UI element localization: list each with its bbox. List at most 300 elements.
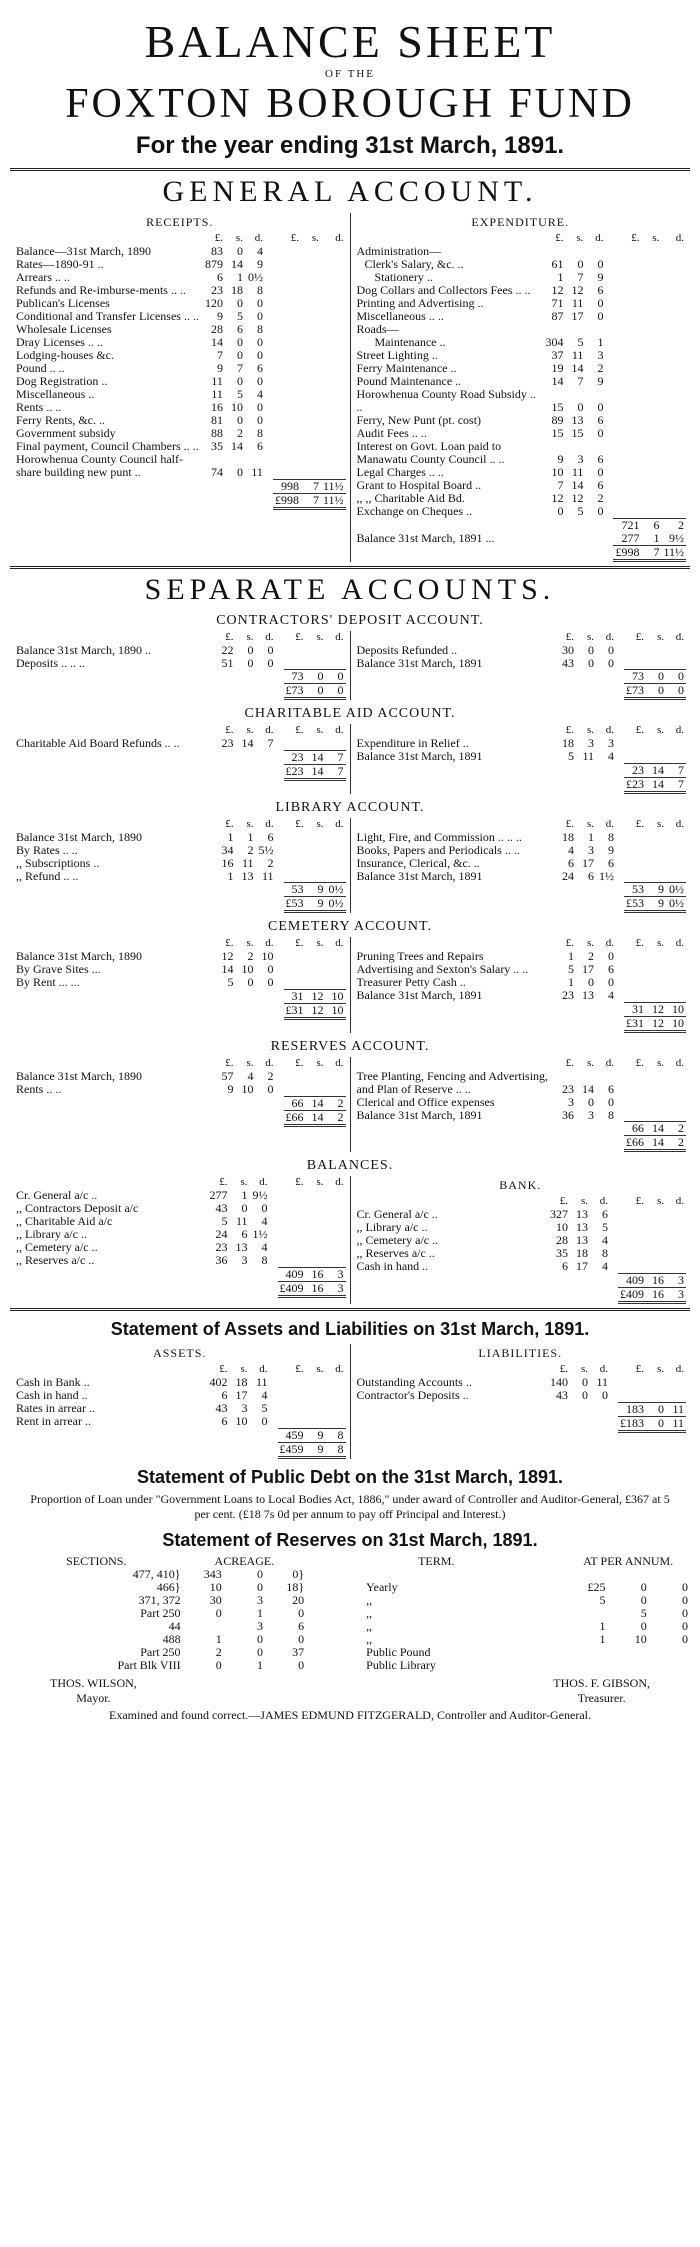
item-amount bbox=[596, 670, 616, 684]
item-amount bbox=[596, 897, 616, 912]
total-amount bbox=[278, 1228, 306, 1241]
lsd-label: d. bbox=[335, 1176, 344, 1189]
total-amount bbox=[278, 1215, 306, 1228]
lsd-label: s. bbox=[311, 232, 319, 245]
reserves-table bbox=[10, 1555, 690, 1672]
total-amount: 7 bbox=[326, 751, 346, 765]
total-amount bbox=[641, 375, 661, 388]
total-amount: 2 bbox=[666, 1122, 686, 1136]
item-amount: 9 bbox=[597, 270, 604, 285]
total-amount bbox=[666, 976, 686, 989]
total-amount: 16 bbox=[646, 1288, 666, 1303]
item-amount: 2 bbox=[597, 491, 604, 506]
line-item bbox=[355, 831, 687, 844]
column-gap bbox=[616, 1002, 624, 1016]
total-amount bbox=[641, 323, 661, 336]
item-description: Cash in Bank .. bbox=[16, 1375, 90, 1390]
account-credit-column bbox=[351, 818, 691, 914]
total-amount bbox=[661, 492, 686, 505]
item-description: Deposits .. .. .. bbox=[16, 655, 85, 670]
item-amount: 4 bbox=[261, 1388, 268, 1403]
item-amount bbox=[236, 684, 256, 699]
total-amount bbox=[661, 505, 686, 518]
column-gap bbox=[265, 310, 273, 323]
total-amount: 14 bbox=[306, 751, 326, 765]
item-amount: 13 bbox=[571, 413, 584, 428]
total-amount bbox=[618, 1208, 646, 1221]
item-amount bbox=[590, 1274, 610, 1288]
column-gap bbox=[616, 657, 624, 670]
column-gap bbox=[610, 1208, 618, 1221]
total-amount bbox=[613, 440, 641, 466]
column-gap bbox=[605, 375, 613, 388]
total-amount bbox=[624, 657, 646, 670]
gt-row bbox=[355, 1136, 687, 1151]
item-description bbox=[14, 990, 216, 1004]
total-amount bbox=[306, 1254, 326, 1267]
total-amount: £73 bbox=[626, 683, 644, 698]
item-description: Balance 31st March, 1890 bbox=[16, 949, 142, 964]
account-columns bbox=[10, 818, 690, 914]
lsd-label: d. bbox=[335, 937, 344, 950]
total-amount bbox=[284, 963, 306, 976]
column-gap bbox=[605, 310, 613, 323]
item-amount: 6 bbox=[241, 1227, 248, 1242]
total-amount bbox=[613, 245, 641, 258]
lsd-label: s. bbox=[316, 630, 324, 643]
column-gap bbox=[605, 479, 613, 492]
item-amount bbox=[576, 1016, 596, 1031]
total-amount bbox=[306, 870, 326, 883]
total-amount bbox=[306, 1376, 326, 1389]
gt-row bbox=[14, 684, 346, 699]
total-amount bbox=[646, 870, 666, 883]
column-gap bbox=[616, 750, 624, 763]
total-amount bbox=[613, 310, 641, 323]
total-amount bbox=[661, 284, 686, 297]
line-item bbox=[14, 976, 346, 989]
total-amount bbox=[273, 323, 301, 336]
account-right-heading: BANK. bbox=[499, 1178, 542, 1193]
account-title: RESERVES ACCOUNT. bbox=[270, 1038, 430, 1054]
total-amount: 66 bbox=[284, 1096, 306, 1110]
lsd-label: s. bbox=[246, 724, 254, 737]
reserve-row bbox=[10, 1581, 690, 1594]
item-description: Balance 31st March, 1891 bbox=[356, 655, 483, 670]
reserve-rent: 1 bbox=[599, 1631, 606, 1646]
line-item bbox=[355, 1260, 687, 1273]
total-amount: 0½ bbox=[326, 897, 346, 912]
total-amount bbox=[306, 950, 326, 963]
reserve-acreage bbox=[183, 1620, 224, 1633]
total-amount bbox=[666, 844, 686, 857]
item-amount: 11 bbox=[255, 1375, 268, 1390]
total-amount bbox=[301, 271, 321, 284]
item-amount bbox=[236, 883, 256, 897]
total-amount bbox=[641, 284, 661, 297]
item-description: Balance 31st March, 1890 bbox=[16, 1068, 142, 1083]
total-amount bbox=[321, 323, 346, 336]
item-amount: 0 bbox=[256, 348, 263, 363]
total-amount bbox=[661, 375, 686, 388]
item-amount: 8 bbox=[608, 1107, 614, 1122]
reserve-acreage: 0 bbox=[215, 1605, 222, 1620]
item-amount: 83 bbox=[210, 244, 223, 259]
spacer bbox=[14, 818, 216, 831]
item-description: Grant to Hospital Board .. bbox=[356, 478, 482, 493]
total-amount bbox=[284, 1070, 306, 1083]
column-gap bbox=[616, 857, 624, 870]
total-amount: 23 bbox=[284, 751, 306, 765]
column-gap bbox=[270, 1376, 278, 1389]
column-gap bbox=[616, 989, 624, 1002]
total-amount bbox=[284, 976, 306, 989]
item-amount bbox=[230, 1267, 250, 1281]
item-amount bbox=[236, 990, 256, 1004]
column-gap bbox=[270, 1442, 278, 1457]
lsd-label: £. bbox=[295, 1176, 304, 1189]
reserve-acreage: 343 bbox=[203, 1566, 222, 1581]
item-amount: 11 bbox=[596, 1375, 608, 1390]
item-amount: 14 bbox=[571, 361, 584, 376]
lsd-label: d. bbox=[335, 1056, 344, 1069]
item-amount: 16 bbox=[210, 400, 223, 415]
account-credit-table bbox=[355, 818, 687, 914]
receipts-heading: RECEIPTS. bbox=[146, 215, 214, 230]
total-amount: 7 bbox=[666, 777, 686, 792]
item-amount: 0 bbox=[256, 296, 263, 311]
column-gap bbox=[270, 1202, 278, 1215]
item-amount: 18 bbox=[562, 736, 574, 751]
reserve-rent: 0 bbox=[682, 1579, 688, 1594]
item-description bbox=[14, 1281, 208, 1296]
item-amount: 0 bbox=[588, 655, 594, 670]
reserve-rent bbox=[649, 1659, 690, 1672]
total-amount: 12 bbox=[646, 1002, 666, 1016]
reserve-section: 371, 372 bbox=[138, 1592, 181, 1607]
item-amount bbox=[576, 670, 596, 684]
total-amount bbox=[321, 297, 346, 310]
column-gap bbox=[270, 1363, 278, 1376]
total-amount: 10 bbox=[326, 1004, 346, 1019]
item-description: Exchange on Cheques .. bbox=[356, 504, 473, 519]
lsd-label: s. bbox=[656, 817, 664, 830]
column-gap bbox=[276, 1057, 284, 1070]
item-amount bbox=[576, 897, 596, 912]
reserve-rent: £25 bbox=[587, 1579, 606, 1594]
item-description bbox=[355, 684, 557, 699]
line-item bbox=[355, 844, 687, 857]
total-amount bbox=[301, 453, 321, 479]
column-gap bbox=[265, 427, 273, 440]
item-amount: 43 bbox=[556, 1388, 568, 1403]
item-amount bbox=[590, 1417, 610, 1432]
total-amount bbox=[661, 245, 686, 258]
item-amount: 89 bbox=[551, 413, 564, 428]
total-amount: 14 bbox=[306, 765, 326, 780]
total-amount bbox=[613, 492, 641, 505]
total-amount bbox=[646, 1208, 666, 1221]
item-amount: 277 bbox=[209, 1188, 228, 1203]
item-amount: 6 bbox=[221, 1388, 228, 1403]
item-amount: 18 bbox=[576, 1246, 588, 1261]
gt-row bbox=[14, 494, 346, 509]
reserve-rent: 0 bbox=[682, 1618, 688, 1633]
total-amount bbox=[661, 414, 686, 427]
tot-row bbox=[14, 990, 346, 1004]
total-amount bbox=[306, 1189, 326, 1202]
of-the: OF THE bbox=[325, 68, 375, 81]
line-item bbox=[355, 1070, 687, 1096]
tot-row bbox=[355, 763, 687, 777]
lsd-label: d. bbox=[675, 1056, 684, 1069]
total-amount: 3 bbox=[326, 1281, 346, 1296]
lsd-label: £. bbox=[565, 937, 574, 950]
item-amount: 13 bbox=[582, 988, 594, 1003]
item-amount: 140 bbox=[550, 1375, 568, 1390]
column-gap bbox=[276, 976, 284, 989]
column-gap bbox=[616, 777, 624, 792]
column-gap bbox=[605, 323, 613, 336]
item-amount: 1 bbox=[568, 975, 574, 990]
item-amount: 5 bbox=[221, 1214, 228, 1229]
total-amount bbox=[624, 1096, 646, 1109]
total-amount bbox=[646, 1260, 666, 1273]
item-description: Stationery .. bbox=[374, 270, 433, 285]
lsd-label: £. bbox=[295, 1056, 304, 1069]
item-amount: 23 bbox=[562, 988, 574, 1003]
item-amount: 1½ bbox=[599, 868, 614, 883]
item-amount: 11 bbox=[211, 374, 223, 389]
total-amount: 409 bbox=[278, 1267, 306, 1281]
item-amount: 6 bbox=[597, 452, 604, 467]
column-gap bbox=[276, 870, 284, 883]
total-amount: 11½ bbox=[322, 493, 344, 508]
item-description: Pound .. .. bbox=[16, 361, 65, 376]
total-amount: 10 bbox=[326, 990, 346, 1004]
total-amount: £23 bbox=[285, 764, 304, 779]
item-amount: 402 bbox=[209, 1375, 228, 1390]
lsd-label: s. bbox=[240, 1176, 248, 1189]
total-amount: £183 bbox=[620, 1416, 644, 1431]
item-amount: 14 bbox=[571, 478, 584, 493]
item-description: Miscellaneous .. .. bbox=[356, 309, 444, 324]
total-amount bbox=[646, 750, 666, 763]
item-amount: 0 bbox=[236, 296, 243, 311]
item-amount bbox=[576, 763, 596, 777]
total-amount bbox=[661, 310, 686, 323]
lsd-label: £. bbox=[219, 1363, 228, 1376]
total-amount: 66 bbox=[624, 1122, 646, 1136]
total-amount: 14 bbox=[646, 1122, 666, 1136]
line-item bbox=[14, 1070, 346, 1083]
gt-row bbox=[355, 1288, 687, 1303]
item-amount: 7 bbox=[577, 270, 584, 285]
item-description: Balance 31st March, 1890 .. bbox=[16, 642, 151, 657]
separate-account bbox=[10, 706, 690, 794]
total-amount bbox=[326, 950, 346, 963]
total-amount bbox=[326, 870, 346, 883]
item-amount: 7 bbox=[557, 478, 564, 493]
lsd-label: s. bbox=[656, 1195, 664, 1208]
total-amount: 2 bbox=[666, 1136, 686, 1151]
reserve-term: ,, bbox=[366, 1618, 373, 1633]
debt-heading: Statement of Public Debt on the 31st March, 1891. bbox=[136, 1466, 564, 1487]
item-amount: 11 bbox=[251, 465, 263, 480]
reserve-term bbox=[306, 1568, 566, 1581]
total-amount bbox=[646, 1389, 666, 1402]
item-amount: 4 bbox=[261, 1214, 268, 1229]
lsd-label: s. bbox=[656, 937, 664, 950]
item-description: Advertising and Sexton's Salary .. .. bbox=[356, 962, 529, 977]
column-gap bbox=[605, 297, 613, 310]
total-amount bbox=[326, 1215, 346, 1228]
column-gap bbox=[616, 1122, 624, 1136]
lsd-header bbox=[14, 818, 346, 831]
lsd-label: d. bbox=[254, 232, 263, 245]
reserve-acreage: 1 bbox=[215, 1631, 222, 1646]
column-gap bbox=[265, 440, 273, 453]
item-amount bbox=[230, 1281, 250, 1296]
total-amount: 0½ bbox=[666, 897, 686, 912]
item-amount: 0 bbox=[247, 655, 254, 670]
total-amount bbox=[646, 1376, 666, 1389]
total-amount bbox=[661, 479, 686, 492]
lsd-header bbox=[355, 818, 687, 831]
item-description bbox=[14, 1096, 216, 1110]
lsd-label: s. bbox=[586, 1056, 594, 1069]
total-amount: £998 bbox=[615, 544, 640, 559]
total-amount bbox=[284, 857, 306, 870]
reserve-acreage: 30 bbox=[209, 1592, 222, 1607]
total-amount: 998 bbox=[273, 480, 301, 494]
total-amount bbox=[661, 258, 686, 271]
total-amount: 9 bbox=[306, 897, 326, 912]
reserve-rent bbox=[566, 1607, 607, 1620]
total-amount bbox=[646, 831, 666, 844]
item-amount: 14 bbox=[230, 439, 243, 454]
item-amount: 0 bbox=[241, 1201, 248, 1216]
item-amount: 4 bbox=[256, 244, 263, 259]
item-amount bbox=[256, 751, 276, 765]
item-amount bbox=[548, 1274, 570, 1288]
assets-heading: Statement of Assets and Liabilities on 31st March, 1891. bbox=[110, 1319, 590, 1340]
item-amount bbox=[250, 1267, 270, 1281]
column-gap bbox=[616, 831, 624, 844]
item-description: Rents .. .. bbox=[16, 1081, 62, 1096]
item-amount bbox=[236, 765, 256, 780]
item-amount: 12 bbox=[551, 283, 564, 298]
lsd-label: s. bbox=[656, 1363, 664, 1376]
item-amount bbox=[236, 1110, 256, 1125]
column-gap bbox=[610, 1389, 618, 1402]
item-amount: 0 bbox=[588, 1094, 594, 1109]
spacer bbox=[355, 818, 557, 831]
item-amount: 7 bbox=[577, 374, 584, 389]
item-description: Balance 31st March, 1891 bbox=[356, 868, 483, 883]
total-amount bbox=[306, 657, 326, 670]
item-amount bbox=[236, 897, 256, 912]
item-description: By Rent ... ... bbox=[16, 975, 80, 990]
item-description: Rates—1890-91 .. bbox=[16, 257, 104, 272]
column-gap bbox=[616, 976, 624, 989]
total-amount bbox=[624, 976, 646, 989]
item-amount bbox=[208, 1428, 230, 1442]
total-amount: 0 bbox=[326, 684, 346, 699]
item-amount bbox=[570, 1403, 590, 1417]
gt-row bbox=[355, 1016, 687, 1031]
column-gap bbox=[276, 751, 284, 765]
total-amount bbox=[613, 505, 641, 518]
total-amount bbox=[321, 258, 346, 271]
total-amount bbox=[666, 1247, 686, 1260]
item-amount: 14 bbox=[221, 962, 234, 977]
item-amount: 6 bbox=[608, 855, 614, 870]
column-gap bbox=[610, 1363, 618, 1376]
item-description: Insurance, Clerical, &c. .. bbox=[356, 855, 480, 870]
item-amount bbox=[216, 883, 236, 897]
item-amount: 0 bbox=[256, 335, 263, 350]
item-amount: 71 bbox=[551, 296, 564, 311]
total-amount bbox=[661, 362, 686, 375]
item-amount bbox=[216, 751, 236, 765]
lsd-label: d. bbox=[605, 630, 614, 643]
lsd-label: s. bbox=[652, 232, 660, 245]
lsd-label: s. bbox=[586, 724, 594, 737]
total-amount: 11 bbox=[666, 1417, 686, 1432]
item-amount bbox=[585, 532, 605, 546]
item-description: By Grave Sites ... bbox=[16, 962, 101, 977]
item-amount: 0 bbox=[557, 504, 564, 519]
item-amount: 0 bbox=[577, 257, 584, 272]
reserves-column-head: SECTIONS. bbox=[66, 1553, 127, 1568]
total-amount bbox=[326, 844, 346, 857]
column-gap bbox=[276, 644, 284, 657]
item-description bbox=[355, 1274, 549, 1288]
total-amount bbox=[326, 857, 346, 870]
column-gap bbox=[276, 1096, 284, 1110]
total-amount bbox=[301, 297, 321, 310]
item-amount bbox=[256, 670, 276, 684]
lsd-label: d. bbox=[599, 1195, 608, 1208]
account-title: LIBRARY ACCOUNT. bbox=[275, 799, 425, 815]
total-amount bbox=[321, 414, 346, 427]
total-amount bbox=[646, 1234, 666, 1247]
line-item bbox=[14, 844, 346, 857]
total-amount bbox=[613, 414, 641, 427]
tot-row bbox=[355, 1122, 687, 1136]
item-description bbox=[14, 1442, 208, 1457]
total-amount bbox=[273, 440, 301, 453]
reserve-acreage: 1 bbox=[256, 1657, 263, 1672]
total-amount bbox=[624, 737, 646, 750]
item-amount: 13 bbox=[235, 1240, 248, 1255]
item-amount: 15 bbox=[551, 426, 564, 441]
item-amount: 4 bbox=[608, 749, 614, 764]
total-amount: 0 bbox=[306, 670, 326, 684]
reserve-row bbox=[10, 1607, 690, 1620]
total-amount bbox=[273, 310, 301, 323]
item-amount: 6 bbox=[256, 361, 263, 376]
total-amount: 11½ bbox=[322, 479, 344, 494]
item-amount bbox=[216, 990, 236, 1004]
item-description bbox=[355, 1016, 557, 1031]
item-amount bbox=[256, 990, 276, 1004]
item-amount bbox=[596, 883, 616, 897]
total-amount bbox=[661, 388, 686, 414]
lsd-label: d. bbox=[265, 724, 274, 737]
total-amount bbox=[301, 362, 321, 375]
